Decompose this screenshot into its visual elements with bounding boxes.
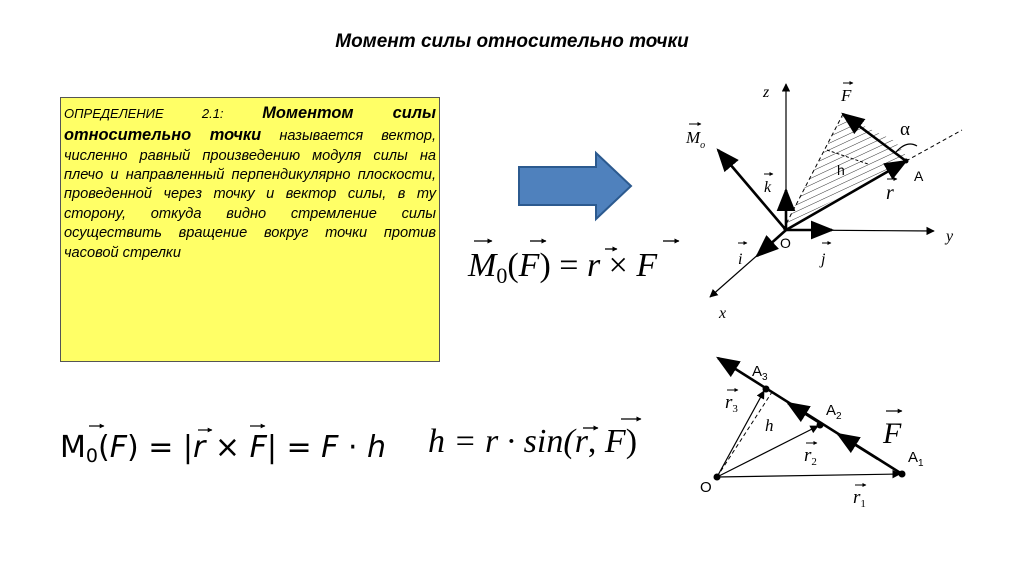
moment-3d-diagram xyxy=(685,83,962,322)
moment-label: $M_o$ xyxy=(686,128,706,151)
moment-magnitude-formula xyxy=(60,426,386,467)
axis-z-label: z xyxy=(763,84,770,101)
unit-k-label: k xyxy=(764,179,772,196)
slide-title: Момент силы относительно точки xyxy=(335,31,689,52)
lever-arm-formula xyxy=(428,419,641,460)
unit-i-label: i xyxy=(738,251,743,268)
direction-arrow xyxy=(519,153,631,219)
svg-text:M0(F) = |r × F| = F · h: M0(F) = |r × F| = F · h xyxy=(60,430,387,467)
radius-label: r xyxy=(886,182,894,204)
point-a-label: A xyxy=(914,168,924,184)
origin-o-label: O xyxy=(700,479,712,496)
svg-text:M0(F) = r × F: $M_0(F) = r \times F$ xyxy=(468,247,658,288)
definition-term: Моментом силы относительно точки xyxy=(64,104,436,144)
point-a2-label: $A_2$ xyxy=(826,402,842,422)
axis-y-label: y xyxy=(946,228,954,245)
line-of-action-diagram xyxy=(700,358,924,510)
origin-label: O xyxy=(780,235,791,251)
axis-x-label: x xyxy=(719,305,727,322)
force-f2-label: F xyxy=(883,417,902,450)
r2-label: $r_2$ xyxy=(804,445,817,468)
definition-label: ОПРЕДЕЛЕНИЕ 2.1: xyxy=(64,106,224,121)
r3-label: $r_3$ xyxy=(725,392,738,415)
point-a3-label: $A_3$ xyxy=(752,363,768,383)
point-a1-label: $A_1$ xyxy=(908,449,924,469)
arm-h2-label: h xyxy=(765,416,774,435)
moment-vector-formula xyxy=(467,241,679,288)
svg-text:h = r · sin(r, F): h = r · sin(r, F) xyxy=(428,423,638,460)
r1-label: $r_1$ xyxy=(853,487,866,510)
alpha-label: α xyxy=(900,119,910,140)
definition-body: называется вектор, численно равный произведению модуля силы на плечо и направленный перпендикулярно плоскости, проведенной через точку и вектор силы, в ту сторону, откуда видно стремление силы осуществить вращение вокруг точки против часовой стрелки xyxy=(64,127,436,261)
force-label: F xyxy=(841,86,852,105)
arm-h-label: h xyxy=(837,162,845,178)
unit-j-label: j xyxy=(821,251,826,268)
